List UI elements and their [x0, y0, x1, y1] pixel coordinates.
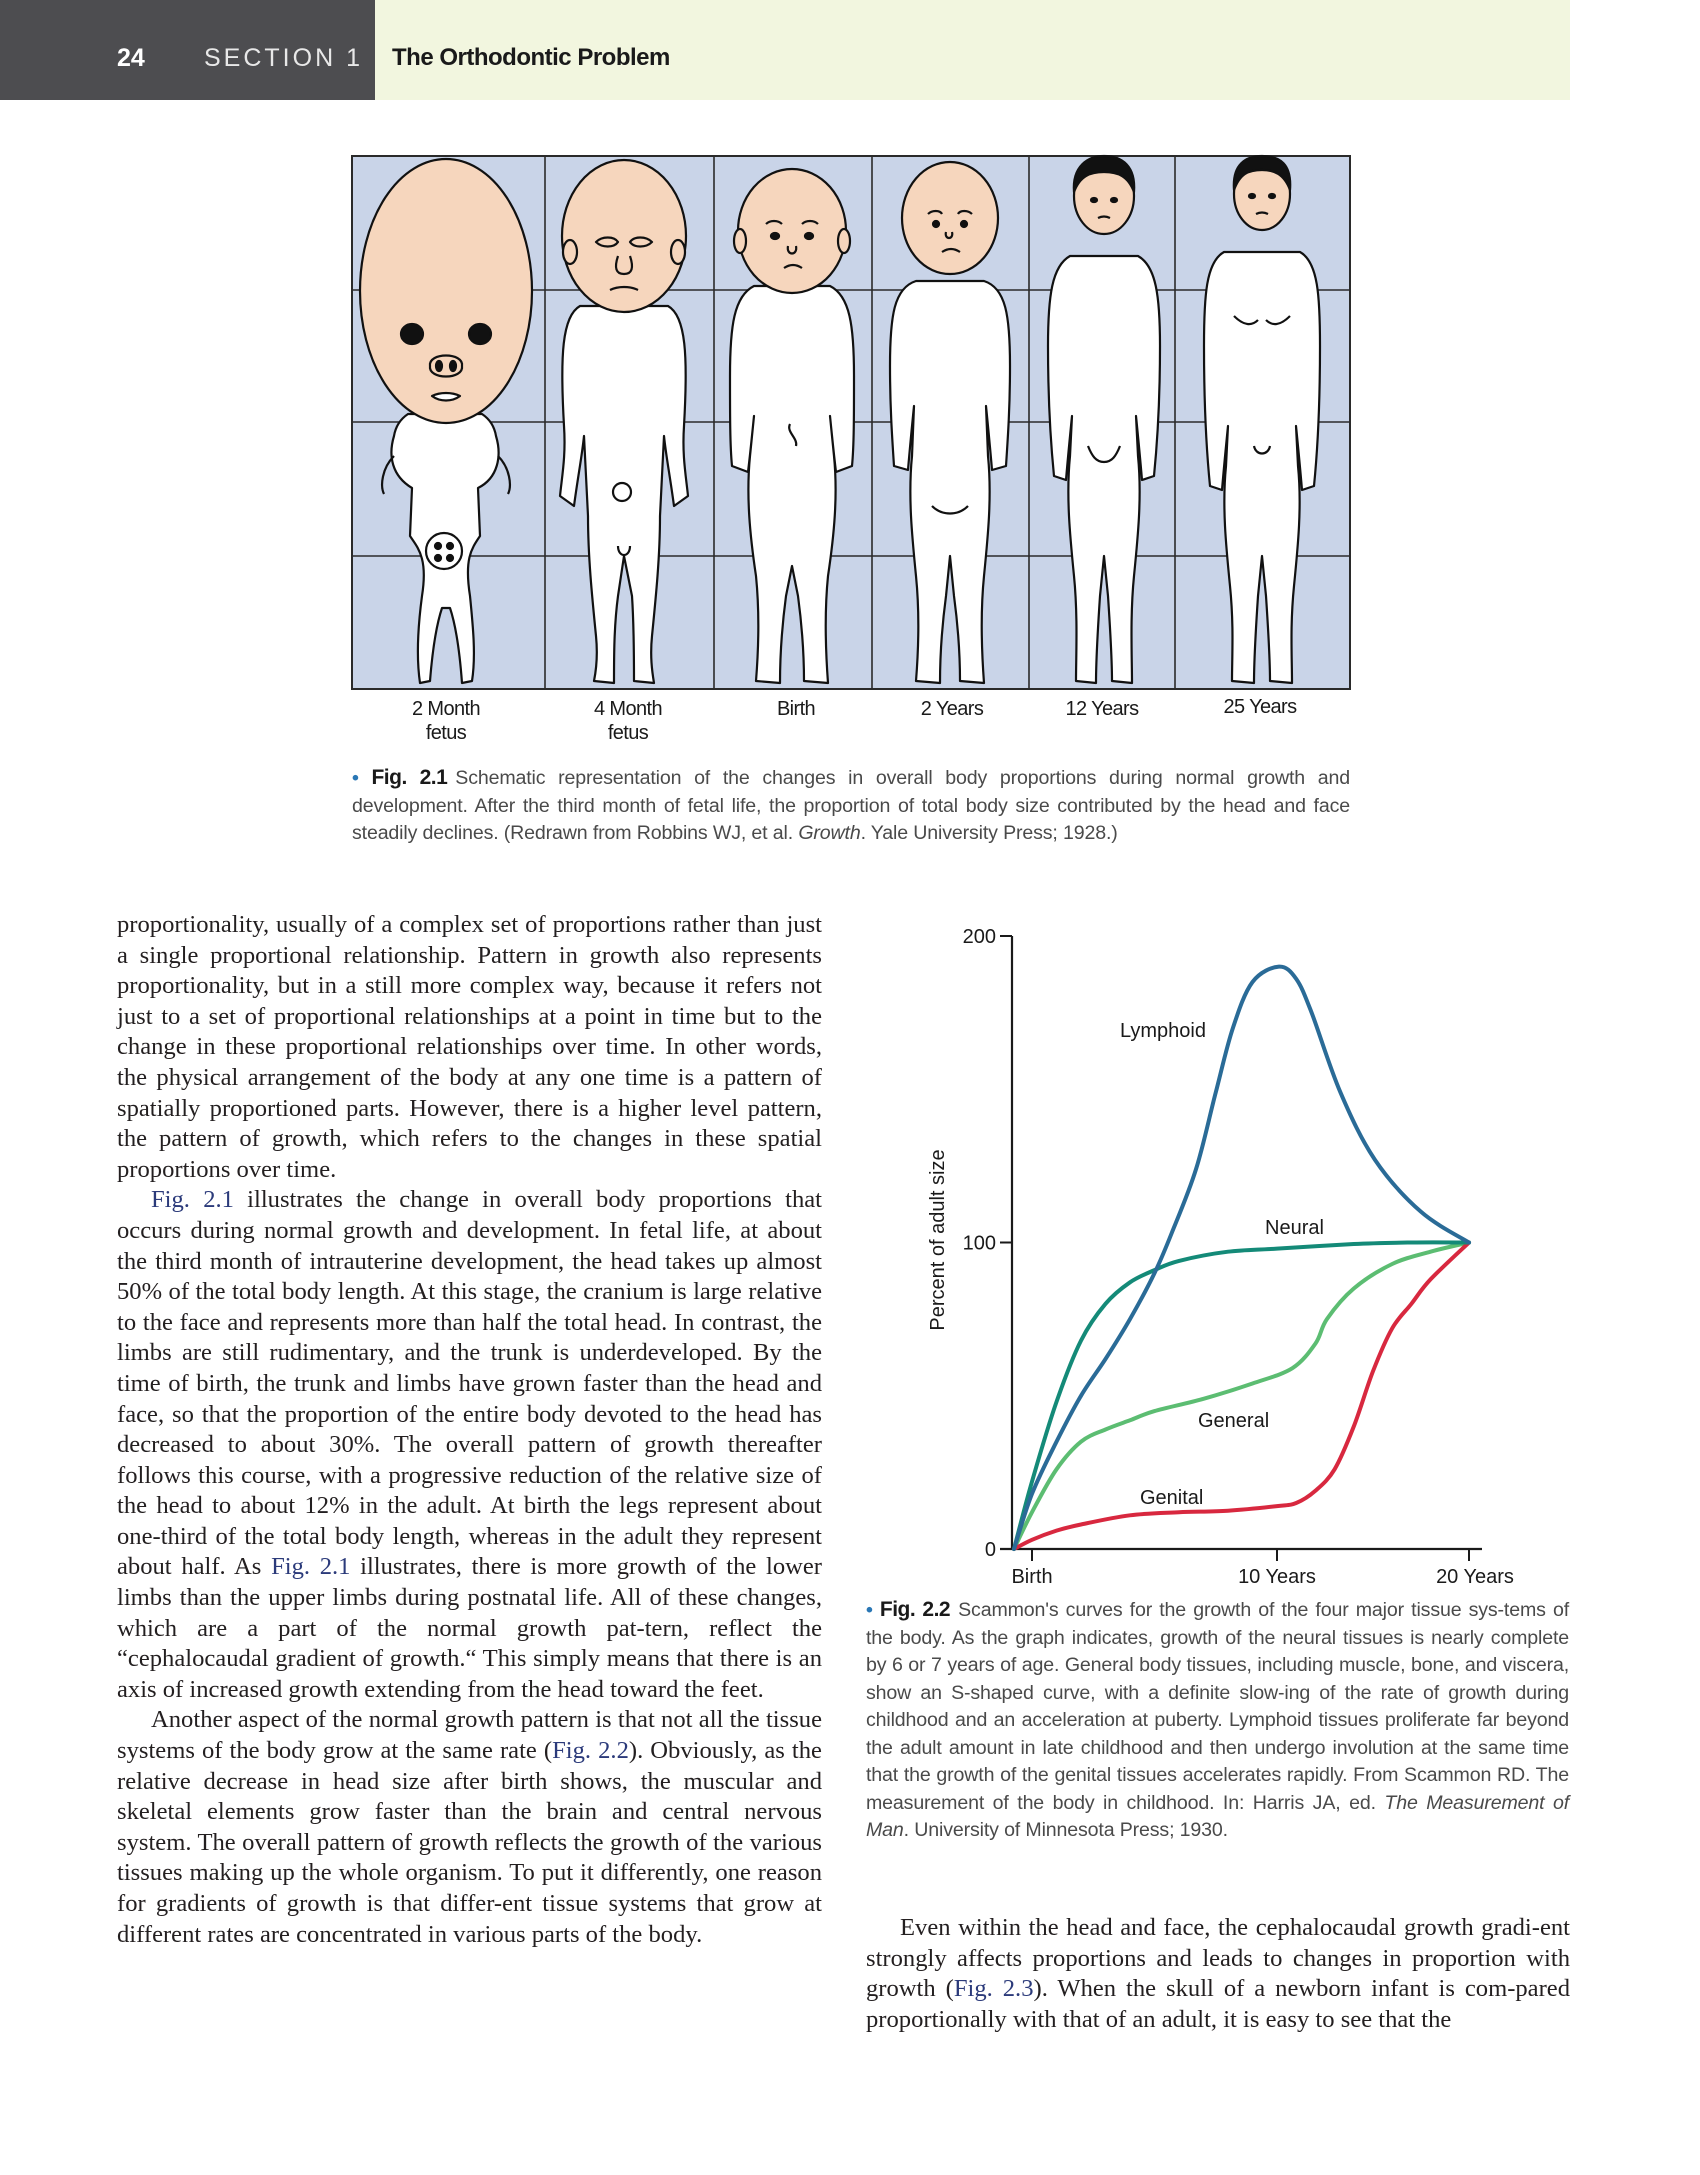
stage-label [726, 697, 866, 721]
figure-reference-link[interactable]: Fig. 2.3 [953, 1975, 1034, 2003]
stage-label-line1: 2 Month [411, 698, 481, 720]
series-label-lymphoid: Lymphoid [1120, 1020, 1206, 1042]
figure-reference-link[interactable]: Fig. 2.1 [151, 1186, 234, 1214]
figure-2-1-caption [352, 764, 1350, 848]
paragraph-text: illustrates the change in overall body proportions that occurs during normal growth and development. In fetal life, at about the third month of intrauterine development, the head takes up almost 50% of the total body length. At this stage, the cranium is large relative to the face and represents more than half the total head. In contrast, the limbs are still rudimentary, and the trunk is underdeveloped. By the time of birth, the trunk and limbs have grown faster than the head and face, so that the proportion of the entire body devoted to the head has decreased to about 30%. The overall pattern of growth thereafter follows this course, with a progressive reduction of the relative size of the head to about 12% in the adult. At birth the legs represent about one-third of the total body length, whereas in the adult they represent about half. As [117, 1186, 822, 1581]
body-text-left-column [117, 910, 822, 1950]
y-tick-label: 100 [962, 1232, 996, 1255]
figure-2-1-illustration [352, 156, 1350, 689]
figure-2-2-caption [866, 1596, 1569, 1845]
y-tick-label: 200 [962, 926, 996, 948]
paragraph-text: illustrates, there is more growth of the lower limbs than the upper limbs during postnatal life. All of these changes, which are a part of the normal growth pat-tern, reflect the “cephalocaudal gradient of growth.“ This simply means that there is an axis of increased growth extending from the head toward the feet. [117, 1553, 822, 1703]
stage-label [1032, 697, 1172, 721]
x-tick-label: 10 Years [1238, 1566, 1316, 1588]
caption-italic-title: The Measurement of Man [866, 1791, 1569, 1841]
series-line-lymphoid [1014, 967, 1469, 1549]
caption-text: Scammon's curves for the growth of the four major tissue sys-tems of the body. As the graph indicates, growth of the neural tissues is nearly complete by 6 or 7 years of age. General body tissues, including muscle, bone, and viscera, show an S-shaped curve, with a definite slow-ing of the rate of growth during childhood and an acceleration at puberty. Lymphoid tissues proliferate far beyond the adult amount in late childhood and then undergo involution at the same time that the growth of the genital tissues accelerates rapidly. From Scammon RD. The measurement of the body in childhood. In: Harris JA, ed. [866, 1599, 1570, 1814]
stage-label-line2: fetus [425, 722, 467, 744]
stage-label-line1: 4 Month [593, 698, 663, 720]
paragraph-text: Even within the head and face, the cephalocaudal growth gradi-ent strongly affects proportions and leads to changes in proportion with growth ( [866, 1914, 1570, 2003]
x-tick-label: Birth [1011, 1566, 1053, 1588]
caption-bullet: • [866, 1599, 873, 1621]
caption-text-end: . University of Minnesota Press; 1930. [903, 1819, 1228, 1841]
paragraph-text: Another aspect of the normal growth pattern is that not all the tissue systems of the body grow at the same rate ( [117, 1706, 822, 1765]
series-label-genital: Genital [1140, 1487, 1204, 1509]
caption-text: Schematic representation of the changes in overall body proportions during normal growth and development. After the third month of fetal life, the proportion of total body size contributed by the head and face steadily declines. (Redrawn from Robbins WJ, et al. [352, 767, 1350, 844]
stage-label [882, 697, 1022, 721]
series-label-neural: Neural [1265, 1217, 1324, 1239]
caption-bullet: • [352, 767, 359, 789]
caption-text-end: . Yale University Press; 1928.) [860, 822, 1118, 844]
stage-label-line1: 12 Years [1065, 698, 1139, 720]
body-text-right-column [866, 1913, 1570, 2035]
figure-reference-link[interactable]: Fig. 2.1 [271, 1553, 351, 1581]
stage-label-line1: 2 Years [920, 698, 984, 720]
figure-reference-link[interactable]: Fig. 2.2 [552, 1737, 629, 1765]
paragraph [866, 1913, 1570, 2035]
paragraph-text: ). When the skull of a newborn infant is com-pared proportionally with that of an adult, it is easy to see that the [866, 1975, 1571, 2033]
caption-figure-label: Fig. 2.1 [371, 766, 448, 789]
stage-label-line1: Birth [776, 698, 816, 720]
x-tick-label: 20 Years [1436, 1566, 1514, 1588]
section-label: SECTION 1 [204, 44, 363, 72]
caption-figure-label: Fig. 2.2 [879, 1598, 951, 1621]
caption-italic-title: Growth [798, 822, 861, 844]
stage-label [1190, 695, 1330, 719]
y-tick-label: 0 [984, 1539, 996, 1561]
stage-label-line2: fetus [607, 722, 649, 744]
page-number: 24 [117, 44, 145, 72]
series-label-general: General [1198, 1410, 1270, 1432]
paragraph [117, 1185, 822, 1705]
figure-2-2-chart [880, 910, 1514, 1600]
figure-2-1-stage-labels [352, 697, 1350, 757]
paragraph [117, 1705, 822, 1950]
paragraph: proportionality, usually of a complex set of proportions rather than just a single proportional relationship. Pattern in growth also represents proportionality, but in a still more complex way, because it refers not just to a set of proportional relationships at a point in time but to the change in these proportional relationships over time. In other words, the physical arrangement of the body at any one time is a pattern of spatially proportioned parts. However, there is a higher level pattern, the pattern of growth, which refers to the changes in these spatial proportions over time. [117, 911, 822, 1183]
stage-label [376, 697, 516, 745]
chapter-title: The Orthodontic Problem [392, 44, 670, 71]
y-axis-label: Percent of adult size [927, 1149, 949, 1331]
stage-label [558, 697, 698, 745]
paragraph-text: ). Obviously, as the relative decrease in head size after birth shows, the muscular and skeletal elements grow faster than the brain and central nervous system. The overall pattern of growth reflects the growth of the various tissues making up the whole organism. To put it differently, one reason for gradients of growth is that differ-ent tissue systems that grow at different rates are concentrated in various parts of the body. [117, 1737, 822, 1948]
stage-label-line1: 25 Years [1223, 696, 1297, 718]
